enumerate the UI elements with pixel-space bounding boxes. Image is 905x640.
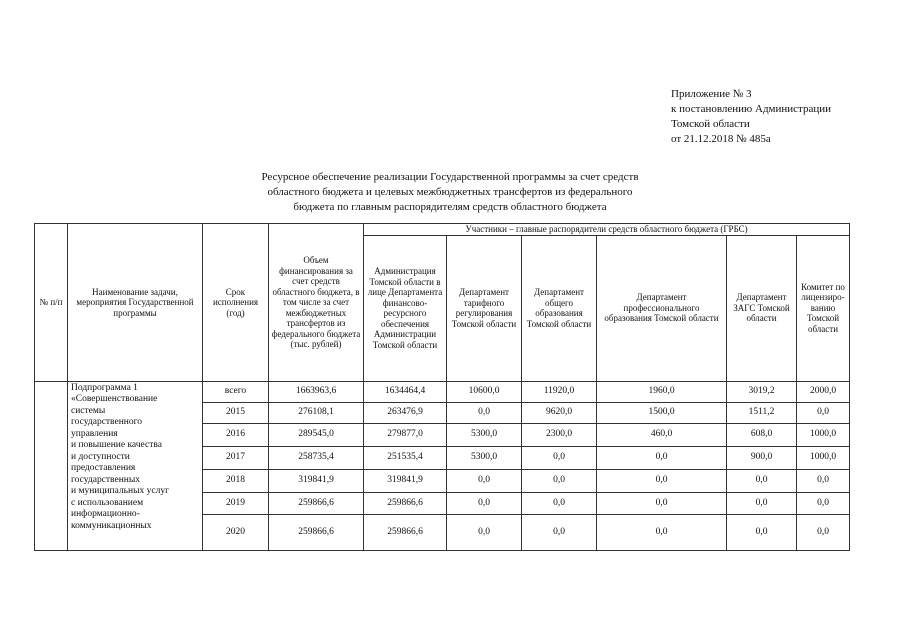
value-cell: 5300,0 (447, 423, 522, 446)
period-cell: 2020 (203, 514, 269, 550)
value-cell: 1634464,4 (364, 381, 447, 402)
value-cell: 0,0 (597, 469, 727, 492)
total-cell: 259866,6 (269, 514, 364, 550)
value-cell: 10600,0 (447, 381, 522, 402)
program-line: коммуникационных (71, 520, 152, 531)
appendix-line: Приложение № 3 (671, 88, 752, 100)
header-participants: Участники – главные распорядители средств областного бюджета (ГРБС) (364, 224, 850, 236)
value-cell: 0,0 (727, 514, 797, 550)
table-row (35, 381, 850, 402)
header-grbs-general-education: Департамент общего образования Томской области (522, 235, 597, 381)
value-cell: 11920,0 (522, 381, 597, 402)
value-cell: 319841,9 (364, 469, 447, 492)
total-cell: 1663963,6 (269, 381, 364, 402)
value-cell: 0,0 (727, 492, 797, 514)
program-line: государственного (71, 417, 143, 427)
value-cell: 0,0 (797, 469, 850, 492)
total-cell: 289545,0 (269, 423, 364, 446)
value-cell: 0,0 (522, 492, 597, 514)
header-grbs-licensing: Комитет по лицензиро-ванию Томской области (797, 235, 850, 381)
header-grbs-administration: Администрация Томской области в лице Департамента финансово-ресурсного обеспечения Администрации Томской области (364, 235, 447, 381)
value-cell: 0,0 (597, 492, 727, 514)
appendix-block (671, 87, 831, 147)
appendix-line: Томской области (671, 118, 750, 130)
document-title (185, 170, 715, 215)
value-cell: 0,0 (797, 514, 850, 550)
value-cell: 2000,0 (797, 381, 850, 402)
value-cell: 0,0 (447, 469, 522, 492)
value-cell: 5300,0 (447, 446, 522, 469)
value-cell: 0,0 (522, 446, 597, 469)
value-cell: 1000,0 (797, 446, 850, 469)
total-cell: 276108,1 (269, 402, 364, 423)
value-cell: 0,0 (597, 514, 727, 550)
value-cell: 0,0 (447, 514, 522, 550)
value-cell: 263476,9 (364, 402, 447, 423)
period-cell: 2017 (203, 446, 269, 469)
value-cell: 0,0 (597, 446, 727, 469)
value-cell: 0,0 (447, 492, 522, 514)
value-cell: 1511,2 (727, 402, 797, 423)
value-cell: 608,0 (727, 423, 797, 446)
title-line: Ресурсное обеспечение реализации Государственной программы за счет средств (261, 171, 639, 183)
period-cell: 2015 (203, 402, 269, 423)
program-line: и повышение качества (71, 440, 162, 450)
header-grbs-tariff: Департамент тарифного регулирования Томской области (447, 235, 522, 381)
value-cell: 1000,0 (797, 423, 850, 446)
value-cell: 900,0 (727, 446, 797, 469)
program-line: системы (71, 405, 106, 416)
period-cell: 2018 (203, 469, 269, 492)
total-cell: 259866,6 (269, 492, 364, 514)
program-line: с использованием (71, 497, 144, 508)
program-line: информационно- (71, 509, 140, 519)
value-cell: 259866,6 (364, 514, 447, 550)
value-cell: 9620,0 (522, 402, 597, 423)
period-cell: 2019 (203, 492, 269, 514)
value-cell: 3019,2 (727, 381, 797, 402)
header-volume: Объем финансирования за счет средств областного бюджета, в том числе за счет межбюджетных трансфертов из федерального бюджета (тыс. рублей) (269, 224, 364, 382)
value-cell: 1500,0 (597, 402, 727, 423)
header-name: Наименование задачи, мероприятия Государственной программы (68, 224, 203, 382)
value-cell: 259866,6 (364, 492, 447, 514)
program-line: «Совершенствование (71, 394, 158, 404)
program-line: Подпрограмма 1 (71, 382, 138, 393)
appendix-line: от 21.12.2018 № 485а (671, 133, 771, 145)
value-cell: 251535,4 (364, 446, 447, 469)
total-cell: 258735,4 (269, 446, 364, 469)
value-cell: 460,0 (597, 423, 727, 446)
header-grbs-professional-education: Департамент профессионального образования Томской области (597, 235, 727, 381)
value-cell: 0,0 (727, 469, 797, 492)
value-cell: 279877,0 (364, 423, 447, 446)
appendix-line: к постановлению Администрации (671, 103, 832, 115)
value-cell: 0,0 (797, 402, 850, 423)
period-cell: 2016 (203, 423, 269, 446)
program-line: предоставления (71, 463, 136, 473)
program-line: и муниципальных услуг (71, 486, 169, 496)
value-cell: 0,0 (522, 469, 597, 492)
value-cell: 1960,0 (597, 381, 727, 402)
value-cell: 0,0 (447, 402, 522, 423)
value-cell: 0,0 (522, 514, 597, 550)
program-line: и доступности (71, 451, 130, 462)
total-cell: 319841,9 (269, 469, 364, 492)
program-name-cell (68, 381, 203, 550)
title-line: бюджета по главным распорядителям средств областного бюджета (293, 201, 607, 213)
header-period: Срок исполнения (год) (203, 224, 269, 382)
row-number-cell (35, 381, 68, 550)
title-line: областного бюджета и целевых межбюджетных трансфертов из федерального (267, 186, 633, 198)
resource-table (34, 223, 850, 551)
header-grbs-zags: Департамент ЗАГС Томской области (727, 235, 797, 381)
value-cell: 2300,0 (522, 423, 597, 446)
value-cell: 0,0 (797, 492, 850, 514)
program-line: государственных (71, 474, 141, 485)
header-num: № п/п (35, 224, 68, 382)
period-cell: всего (203, 381, 269, 402)
program-line: управления (71, 428, 118, 439)
